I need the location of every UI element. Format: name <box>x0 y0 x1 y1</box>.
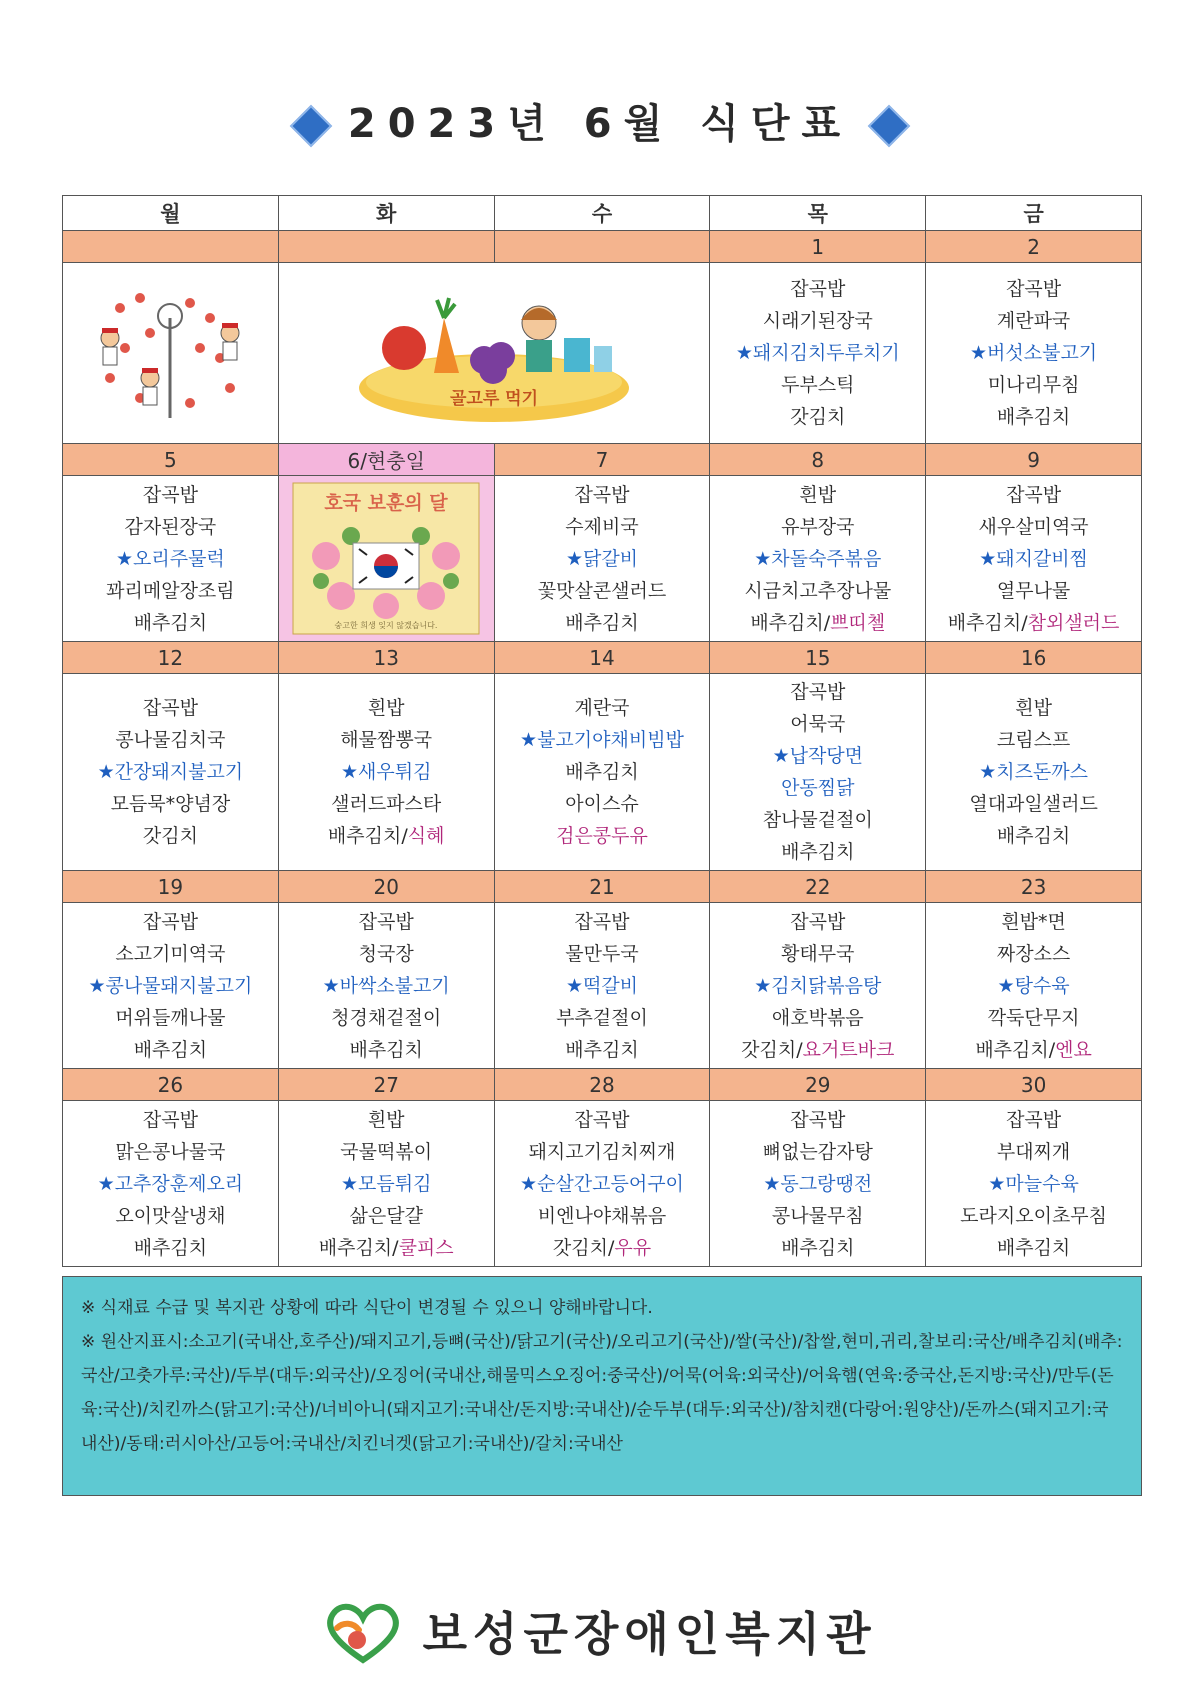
menu-item: 배추김치/식혜 <box>327 825 445 847</box>
menu-item-main: ★떡갈비 <box>565 974 639 997</box>
menu-calendar <box>62 195 1142 1267</box>
menu-item: 배추김치 <box>565 1038 639 1061</box>
menu-item-main: ★돼지갈비찜 <box>979 547 1088 570</box>
menu-item: 맑은콩나물국 <box>115 1140 226 1163</box>
menu-item: 배추김치 <box>565 611 639 634</box>
date-cell: 30 <box>926 1069 1142 1101</box>
date-row <box>63 231 1142 263</box>
menu-item: 청국장 <box>358 942 414 965</box>
menu-cell-jun30 <box>926 1101 1142 1267</box>
menu-item: 부대찌개 <box>996 1140 1071 1163</box>
heart-logo-icon <box>323 1598 403 1664</box>
menu-cell-jun27 <box>278 1101 494 1267</box>
menu-cell-jun7 <box>494 476 710 642</box>
menu-item: 애호박볶음 <box>771 1006 864 1029</box>
date-cell <box>278 231 494 263</box>
menu-item: 깍둑단무지 <box>987 1006 1080 1029</box>
menu-item: 돼지고기김치찌개 <box>528 1140 676 1163</box>
date-cell: 1 <box>710 231 926 263</box>
menu-item: 배추김치 <box>349 1038 423 1061</box>
menu-cell-jun2 <box>926 263 1142 444</box>
menu-item: 배추김치 <box>996 1236 1071 1259</box>
menu-cell-jun13 <box>278 674 494 871</box>
menu-item: 열무나물 <box>996 579 1071 602</box>
menu-item: 배추김치 <box>996 406 1071 428</box>
date-cell: 20 <box>278 871 494 903</box>
menu-item-main: ★버섯소불고기 <box>970 342 1098 364</box>
menu-item: 잡곡밥 <box>790 910 846 933</box>
menu-item: 머위들깨나물 <box>115 1006 226 1029</box>
date-cell: 2 <box>926 231 1142 263</box>
menu-item: 해물짬뽕국 <box>340 729 433 751</box>
menu-cell-jun12 <box>63 674 279 871</box>
menu-item: 흰밥*면 <box>1001 910 1066 933</box>
menu-item: 수제비국 <box>565 515 639 538</box>
menu-item-main: ★불고기야채비빔밥 <box>520 729 684 751</box>
date-cell: 21 <box>494 871 710 903</box>
weekday-fri: 금 <box>926 196 1142 231</box>
menu-item-dessert: 검은콩두유 <box>556 825 648 847</box>
menu-cell-jun15 <box>710 674 926 871</box>
menu-item: 모듬묵*양념장 <box>110 793 231 815</box>
notes-origin-label: ※ 원산지표시:소고기(국내산,호주산)/돼지고기,등뼈(국산)/닭고기(국산)/오리고기(국산)/쌀(국산)/찹쌀,현미,귀리,찰보리:국산/배추김치(배추:국산/고춧가루:국산)/두부(대두:외국산)/오징어(국내산,해물믹스오징어:중국산)/어묵(어육:외국산)/어육햄(연육:중국산,돈지방:국산)/만두(돈육:국산)/치킨까스(닭고기:국산)/너비아니(돼지고기:국내산/돈지방:국내산)/순두부(대두:외국산)/참치캔(다랑어:원양산)/돈까스(돼지고기:국내산)/동태:러시아산/고등어:국내산/치킨너겟(닭고기:국내산)/갈치:국내산 <box>81 1332 1123 1454</box>
date-cell: 9 <box>926 444 1142 476</box>
menu-item-main: ★탕수육 <box>997 974 1070 997</box>
menu-item: 갓김치 <box>790 406 846 428</box>
menu-item: 비엔나야채볶음 <box>537 1204 667 1227</box>
menu-item: 부추겉절이 <box>556 1006 648 1029</box>
menu-item: 참나물겉절이 <box>762 809 873 831</box>
menu-item: 시래기된장국 <box>762 310 873 332</box>
menu-cell-jun20 <box>278 903 494 1069</box>
menu-item: 잡곡밥 <box>142 1108 198 1131</box>
menu-item: 열대과일샐러드 <box>969 793 1098 815</box>
menu-cell-jun8 <box>710 476 926 642</box>
menu-item: 갓김치/우유 <box>552 1236 652 1259</box>
date-row <box>63 642 1142 674</box>
menu-row <box>63 476 1142 642</box>
menu-item: 잡곡밥 <box>790 1108 846 1131</box>
menu-item: 흰밥 <box>1015 697 1052 719</box>
menu-item: 잡곡밥 <box>358 910 414 933</box>
weekday-thu: 목 <box>710 196 926 231</box>
menu-item: 소고기미역국 <box>115 942 226 965</box>
menu-row <box>63 674 1142 871</box>
menu-item: 유부장국 <box>781 515 855 538</box>
menu-item: 갓김치/요거트바크 <box>741 1038 895 1061</box>
date-row <box>63 1069 1142 1101</box>
menu-item: 잡곡밥 <box>574 1108 630 1131</box>
menu-item-main: ★순살간고등어구이 <box>520 1172 684 1195</box>
menu-item: 잡곡밥 <box>142 910 198 933</box>
date-cell: 5 <box>63 444 279 476</box>
diamond-icon <box>290 105 332 147</box>
menu-item: 잡곡밥 <box>142 697 198 719</box>
date-cell: 13 <box>278 642 494 674</box>
menu-cell-jun29 <box>710 1101 926 1267</box>
date-cell: 23 <box>926 871 1142 903</box>
menu-item: 청경채겉절이 <box>331 1006 442 1029</box>
menu-item: 배추김치 <box>133 1038 208 1061</box>
menu-item: 배추김치/쿨피스 <box>318 1236 454 1259</box>
menu-item: 두부스틱 <box>781 374 855 396</box>
organization-name: 보성군장애인복지관 <box>422 1607 877 1661</box>
menu-item: 오이맛살냉채 <box>115 1204 226 1227</box>
date-cell <box>63 231 279 263</box>
menu-item: 계란파국 <box>996 310 1071 332</box>
menu-item: 어묵국 <box>790 713 846 735</box>
menu-item: 배추김치 <box>133 1236 208 1259</box>
menu-item: 흰밥 <box>799 483 837 506</box>
page-title: 2023년 6월 식단표 <box>0 92 1200 149</box>
date-cell: 19 <box>63 871 279 903</box>
memorial-flag-image <box>291 481 481 636</box>
holiday-caption: 숭고한 희생 잊지 않겠습니다. <box>334 621 438 630</box>
menu-item: 흰밥 <box>367 697 405 719</box>
date-cell: 15 <box>710 642 926 674</box>
date-cell: 28 <box>494 1069 710 1101</box>
date-cell: 27 <box>278 1069 494 1101</box>
menu-item: 잡곡밥 <box>790 278 846 300</box>
menu-item-main: ★바싹소불고기 <box>322 974 450 997</box>
menu-item: 미나리무침 <box>987 374 1080 396</box>
date-row <box>63 871 1142 903</box>
menu-item-main: ★동그랑땡전 <box>763 1172 873 1195</box>
notes-change-notice: ※ 식재료 수급 및 복지관 상황에 따라 식단이 변경될 수 있으니 양해바랍니다. <box>81 1298 653 1318</box>
menu-item: 잡곡밥 <box>574 910 630 933</box>
date-cell: 12 <box>63 642 279 674</box>
menu-row <box>63 263 1142 444</box>
menu-item: 콩나물무침 <box>771 1204 864 1227</box>
menu-item: 시금치고추장나물 <box>744 579 892 602</box>
menu-item: 잡곡밥 <box>790 681 846 703</box>
menu-item: 배추김치/쁘띠첼 <box>750 611 886 634</box>
menu-item-main: ★납작당면 <box>772 745 864 767</box>
date-cell: 8 <box>710 444 926 476</box>
weekday-header-row <box>63 196 1142 231</box>
menu-item: 잡곡밥 <box>142 483 198 506</box>
menu-item: 콩나물김치국 <box>115 729 226 751</box>
menu-item: 꽈리메알장조림 <box>106 579 235 602</box>
menu-cell-jun16 <box>926 674 1142 871</box>
date-cell-holiday: 6/현충일 <box>278 444 494 476</box>
menu-item: 크림스프 <box>996 729 1071 751</box>
menu-item: 흰밥 <box>367 1108 405 1131</box>
menu-cell-jun19 <box>63 903 279 1069</box>
menu-cell-jun1 <box>710 263 926 444</box>
date-cell: 14 <box>494 642 710 674</box>
menu-item: 짜장소스 <box>996 942 1071 965</box>
menu-item: 배추김치 <box>565 761 639 783</box>
menu-item-main: ★새우튀김 <box>340 761 432 783</box>
menu-cell-jun22 <box>710 903 926 1069</box>
menu-item: 잡곡밥 <box>1006 483 1062 506</box>
menu-cell-jun28 <box>494 1101 710 1267</box>
weekday-tue: 화 <box>278 196 494 231</box>
menu-item: 갓김치 <box>142 825 198 847</box>
date-cell: 29 <box>710 1069 926 1101</box>
menu-item-main: ★김치닭볶음탕 <box>754 974 882 997</box>
weekday-mon: 월 <box>63 196 279 231</box>
menu-item: 배추김치 <box>781 841 855 863</box>
menu-item: 황태무국 <box>781 942 855 965</box>
menu-item: 꽃맛살콘샐러드 <box>537 579 667 602</box>
menu-item: 아이스슈 <box>565 793 639 815</box>
menu-item: 국물떡볶이 <box>340 1140 433 1163</box>
menu-item: 배추김치 <box>996 825 1071 847</box>
menu-cell-jun23 <box>926 903 1142 1069</box>
menu-cell-jun21 <box>494 903 710 1069</box>
menu-item-main: ★고추장훈제오리 <box>97 1172 244 1195</box>
date-cell: 26 <box>63 1069 279 1101</box>
menu-item: 배추김치/엔요 <box>975 1038 1092 1061</box>
menu-row <box>63 903 1142 1069</box>
menu-item-main: ★닭갈비 <box>565 547 639 570</box>
menu-item: 잡곡밥 <box>574 483 630 506</box>
menu-item-main: 안동찜닭 <box>781 777 855 799</box>
menu-item-main: ★차돌숙주볶음 <box>754 547 882 570</box>
diamond-icon <box>868 105 910 147</box>
menu-item-main: ★간장돼지불고기 <box>97 761 244 783</box>
menu-item: 샐러드파스타 <box>331 793 442 815</box>
date-cell: 7 <box>494 444 710 476</box>
menu-item-main: ★마늘수육 <box>988 1172 1079 1195</box>
menu-item: 배추김치 <box>133 611 208 634</box>
menu-item: 도라지오이초무침 <box>960 1204 1108 1227</box>
date-cell <box>494 231 710 263</box>
notes-box <box>62 1276 1142 1496</box>
menu-cell-jun26 <box>63 1101 279 1267</box>
menu-item-main: ★돼지김치두루치기 <box>735 342 900 364</box>
menu-cell-jun14 <box>494 674 710 871</box>
holiday-title: 호국 보훈의 달 <box>324 492 448 514</box>
menu-row <box>63 1101 1142 1267</box>
memorial-day-cell <box>278 476 494 642</box>
children-game-image <box>80 278 260 428</box>
menu-item: 새우살미역국 <box>978 515 1089 538</box>
menu-cell-jun5 <box>63 476 279 642</box>
illustration-caption: 골고루 먹기 <box>450 389 539 409</box>
eat-evenly-illustration <box>278 263 710 444</box>
menu-item-main: ★치즈돈까스 <box>979 761 1088 783</box>
menu-item: 감자된장국 <box>124 515 217 538</box>
menu-item-main: ★콩나물돼지불고기 <box>88 974 253 997</box>
date-row <box>63 444 1142 476</box>
menu-item-main: ★오리주물럭 <box>115 547 225 570</box>
kids-playing-illustration <box>63 263 279 444</box>
weekday-wed: 수 <box>494 196 710 231</box>
menu-item: 뼈없는감자탕 <box>762 1140 873 1163</box>
menu-item: 물만두국 <box>565 942 639 965</box>
menu-item: 삶은달걀 <box>349 1204 423 1227</box>
footer <box>0 1598 1200 1664</box>
date-cell: 16 <box>926 642 1142 674</box>
vegetables-kid-image <box>349 278 639 428</box>
menu-item: 잡곡밥 <box>1006 1108 1062 1131</box>
date-cell: 22 <box>710 871 926 903</box>
menu-item: 잡곡밥 <box>1006 278 1062 300</box>
menu-cell-jun9 <box>926 476 1142 642</box>
menu-item: 계란국 <box>574 697 630 719</box>
menu-item: 배추김치 <box>781 1236 855 1259</box>
menu-item: 배추김치/참외샐러드 <box>947 611 1120 634</box>
menu-item-main: ★모듬튀김 <box>340 1172 432 1195</box>
